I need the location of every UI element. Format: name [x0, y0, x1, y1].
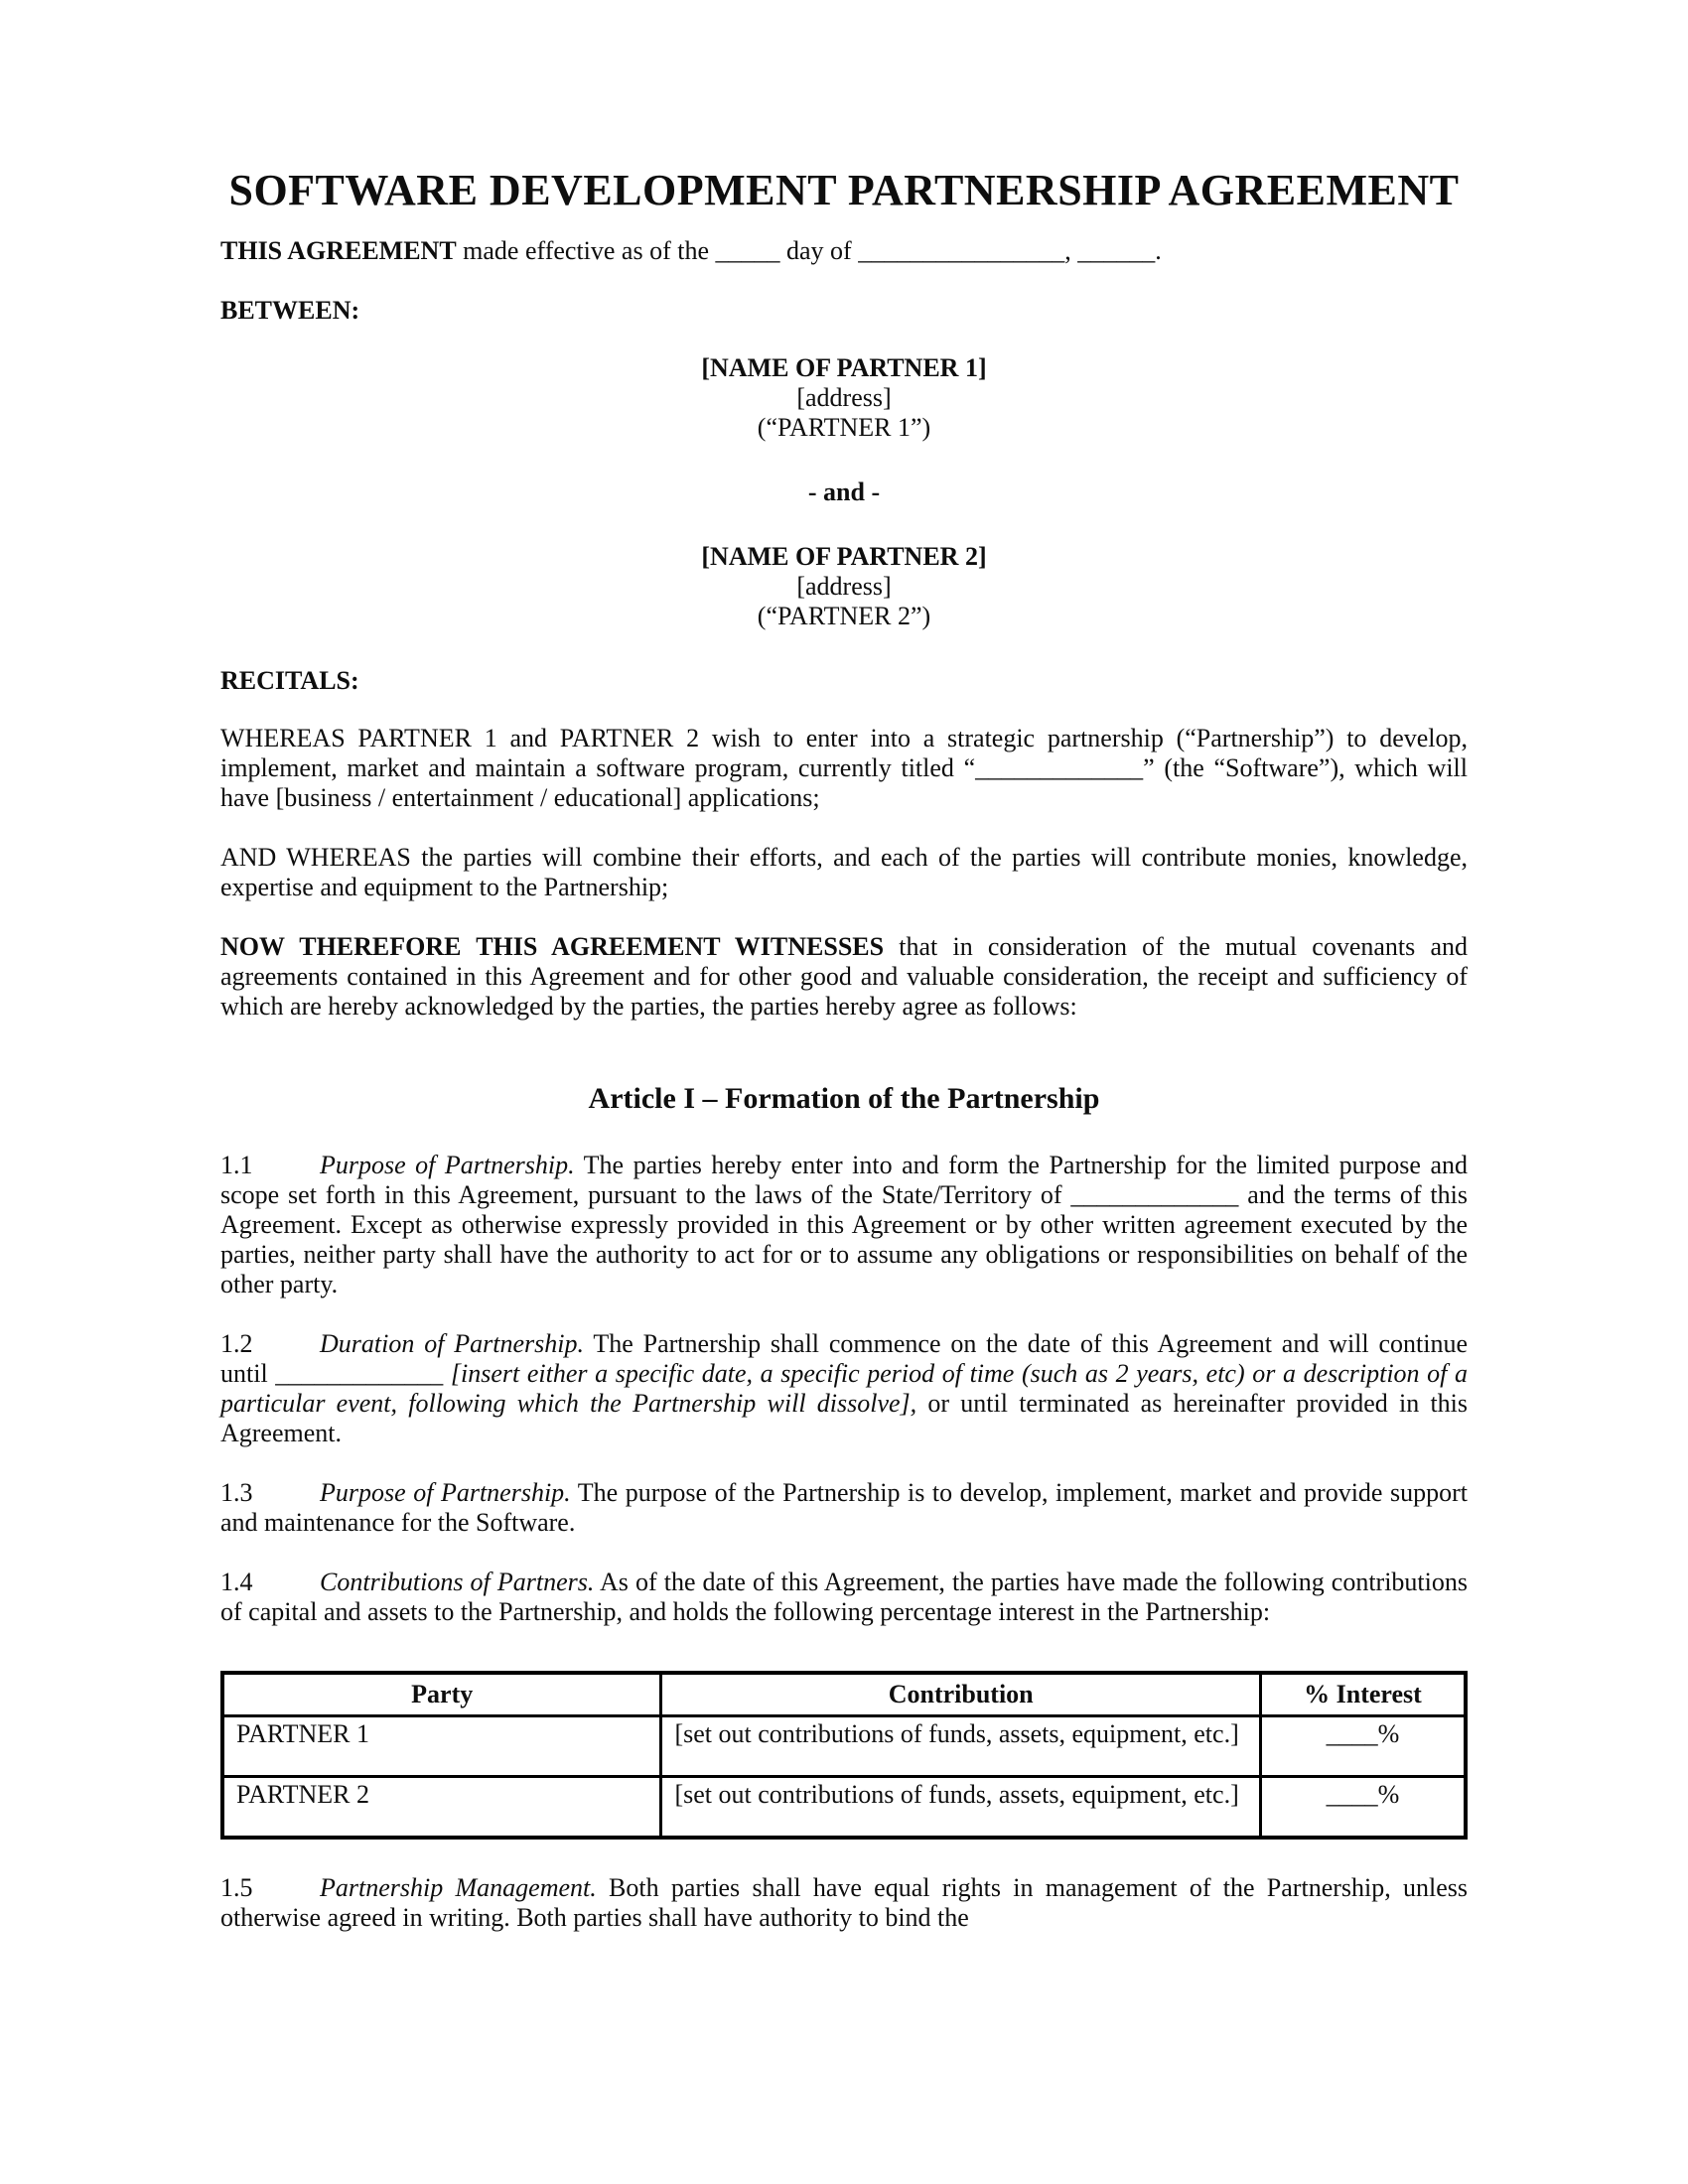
- partner1-party-cell: PARTNER 1: [222, 1716, 661, 1777]
- section-1-1-label: Purpose of Partnership.: [320, 1151, 575, 1179]
- section-1-1: [220, 1151, 1468, 1299]
- section-1-2-number: 1.2: [220, 1329, 253, 1358]
- header-cell-party: Party: [222, 1673, 661, 1716]
- partner1-alias: (“PARTNER 1”): [757, 413, 931, 442]
- table-row-partner1: [222, 1716, 1466, 1777]
- partner1-address: [address]: [796, 383, 892, 412]
- document-title: SOFTWARE DEVELOPMENT PARTNERSHIP AGREEMENT: [228, 166, 1460, 214]
- section-1-1-number: 1.1: [220, 1151, 253, 1179]
- and-separator: - and -: [807, 478, 881, 506]
- section-1-2-body-after: or until terminated as hereinafter provided in this Agreement.: [220, 1389, 1469, 1447]
- section-1-5-body: Both parties shall have equal rights in management of the Partnership, unless otherwise agreed in writing. Both parties shall have authority to bind the: [220, 1873, 1469, 1932]
- now-therefore-body-text: that in consideration of the mutual covenants and agreements contained in this Agreement and for other good and valuable consideration, the receipt and sufficiency of which are hereby acknowledged by the parties, the parties hereby agree as follows:: [220, 932, 1468, 1021]
- partner1-contribution-cell: [set out contributions of funds, assets, equipment, etc.]: [661, 1716, 1260, 1777]
- partner2-block: [220, 542, 1468, 631]
- section-1-5: [220, 1873, 1468, 1933]
- partner2-name: [NAME OF PARTNER 2]: [701, 542, 987, 571]
- partner1-block: [220, 353, 1468, 443]
- section-1-4-number: 1.4: [220, 1568, 253, 1596]
- section-1-3: [220, 1478, 1468, 1538]
- partner2-alias: (“PARTNER 2”): [757, 602, 931, 630]
- table-row-partner2: [222, 1777, 1466, 1839]
- section-1-4-label: Contributions of Partners.: [320, 1568, 595, 1596]
- section-1-2: [220, 1329, 1468, 1448]
- section-1-3-number: 1.3: [220, 1478, 253, 1507]
- header-cell-contribution: Contribution: [661, 1673, 1260, 1716]
- intro-clause: [220, 236, 1468, 266]
- between-label: BETWEEN:: [220, 296, 360, 325]
- section-1-2-body-before: The Partnership shall commence on the date of this Agreement and will continue until _____________: [220, 1329, 1468, 1388]
- section-1-3-label: Purpose of Partnership.: [320, 1478, 571, 1507]
- recitals-label: RECITALS:: [220, 666, 359, 695]
- partner1-name: [NAME OF PARTNER 1]: [701, 353, 987, 382]
- partner2-contribution-cell: [set out contributions of funds, assets, equipment, etc.]: [661, 1777, 1260, 1839]
- header-cell-interest: % Interest: [1260, 1673, 1466, 1716]
- intro-body-text: made effective as of the _____ day of ________________, ______.: [456, 236, 1162, 265]
- contributions-table: [220, 1671, 1468, 1840]
- section-1-2-label: Duration of Partnership.: [320, 1329, 584, 1358]
- article1-heading: Article I – Formation of the Partnership: [588, 1082, 1100, 1115]
- recital-whereas: WHEREAS PARTNER 1 and PARTNER 2 wish to enter into a strategic partnership (“Partnership”) to develop, implement, market and maintain a software program, currently titled “_____________” (the “Software”), which will have [business / entertainment / educational] applications;: [220, 724, 1468, 812]
- contributions-table-header-row: [222, 1673, 1466, 1716]
- now-therefore-clause: [220, 932, 1468, 1022]
- partner2-interest-cell: ____%: [1260, 1777, 1466, 1839]
- section-1-4: [220, 1568, 1468, 1627]
- section-1-2-insert-note: [insert either a specific date, a specific period of time (such as 2 years, etc) or a description of a particular event, following which the Partnership will dissolve],: [220, 1359, 1469, 1418]
- section-1-3-body: The purpose of the Partnership is to develop, implement, market and provide support and maintenance for the Software.: [220, 1478, 1469, 1537]
- section-1-5-label: Partnership Management.: [320, 1873, 597, 1902]
- partner1-interest-cell: ____%: [1260, 1716, 1466, 1777]
- intro-lead-text: THIS AGREEMENT: [220, 236, 457, 265]
- partner2-address: [address]: [796, 572, 892, 601]
- now-therefore-lead-text: NOW THEREFORE THIS AGREEMENT WITNESSES: [220, 932, 885, 961]
- section-1-4-body: As of the date of this Agreement, the parties have made the following contributions of capital and assets to the Partnership, and holds the following percentage interest in the Partnership:: [220, 1568, 1468, 1626]
- section-1-5-number: 1.5: [220, 1873, 253, 1902]
- section-1-1-body: The parties hereby enter into and form the Partnership for the limited purpose and scope set forth in this Agreement, pursuant to the laws of the State/Territory of _____________ and the terms of this Agreement. Except as otherwise expressly provided in this Agreement or by other written agreement executed by the parties, neither party shall have the authority to act for or to assume any obligations or responsibilities on behalf of the other party.: [220, 1151, 1468, 1298]
- recital-and-whereas: AND WHEREAS the parties will combine their efforts, and each of the parties will contribute monies, knowledge, expertise and equipment to the Partnership;: [220, 843, 1468, 901]
- partner2-party-cell: PARTNER 2: [222, 1777, 661, 1839]
